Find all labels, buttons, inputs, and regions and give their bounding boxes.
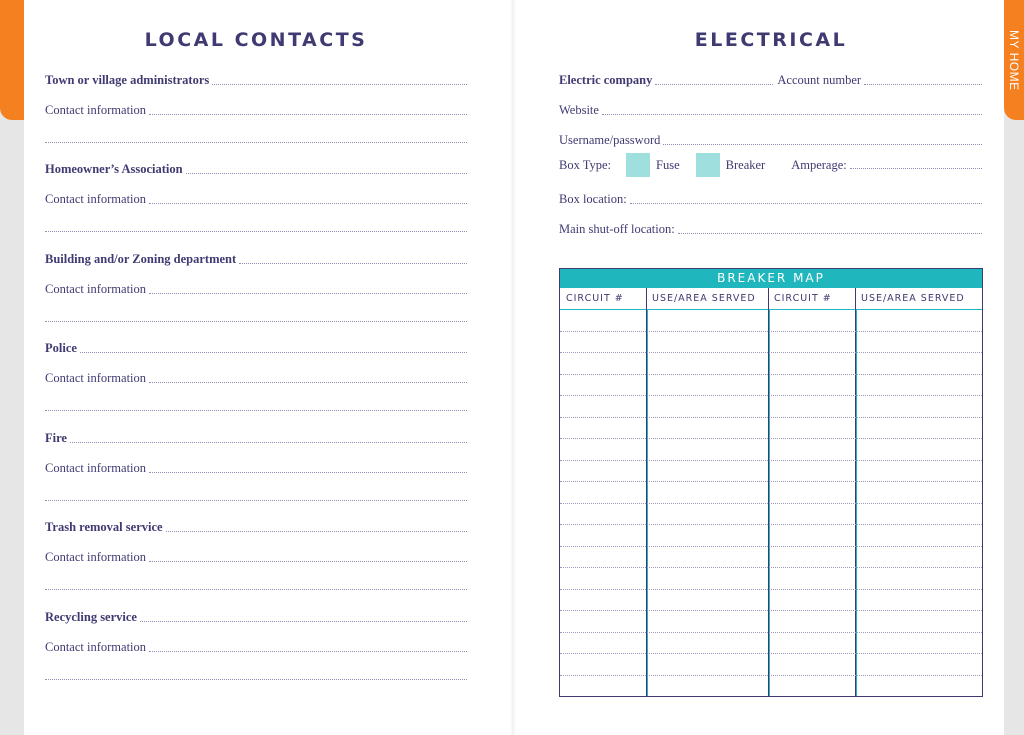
contact-name-field[interactable] [45,518,467,534]
contact-info-extra-line[interactable] [45,142,467,143]
contact-name-label: Trash removal service [45,520,163,534]
box-type-label: Box Type: [559,157,612,172]
breaker-map-header-row [560,288,982,310]
contact-info-field[interactable] [45,101,467,117]
contact-info-extra-line[interactable] [45,410,467,411]
breaker-map-row-line [560,632,982,633]
contact-info-extra-line[interactable] [45,321,467,322]
contact-name-field[interactable] [45,339,467,355]
contact-info-extra-line[interactable] [45,231,467,232]
box-location-field[interactable] [559,190,982,206]
contact-info-label: Contact information [45,282,147,296]
contact-name-label: Homeowner’s Association [45,162,183,176]
fill-line [149,382,467,383]
website-field[interactable] [559,101,982,117]
local-contacts-heading: LOCAL CONTACTS [144,29,368,51]
contact-name-field[interactable] [45,160,467,176]
breaker-map-row-line [560,610,982,611]
breaker-map-row-line [560,460,982,461]
column-header-use-area: USE/AREA SERVED [861,293,965,304]
breaker-map-row-line [560,546,982,547]
contact-info-label: Contact information [45,550,147,564]
breaker-map-title: BREAKER MAP [560,269,982,288]
fill-line [149,472,467,473]
fill-line [602,114,982,115]
fill-line [149,203,467,204]
fill-line [149,293,467,294]
contact-name-field[interactable] [45,71,467,87]
breaker-label: Breaker [725,157,766,172]
section-tab-my-home[interactable] [1004,0,1024,120]
orange-tab-left [0,0,24,120]
fill-line [80,352,467,353]
fill-line [239,263,467,264]
fill-line [70,442,467,443]
username-password-field[interactable] [559,131,982,147]
breaker-map-row-line [560,395,982,396]
contact-info-extra-line[interactable] [45,500,467,501]
amperage-field[interactable] [850,168,982,169]
fill-line [663,144,982,145]
contact-name-label: Recycling service [45,610,137,624]
fill-line [678,233,982,234]
contact-name-field[interactable] [45,250,467,266]
main-shutoff-label: Main shut-off location: [559,222,675,236]
fill-line [149,651,467,652]
account-number-label: Account number [777,73,862,87]
column-header-circuit: CIRCUIT # [566,293,624,304]
fuse-checkbox[interactable] [626,153,650,177]
username-password-label: Username/password [559,133,661,147]
breaker-map-row-line [560,438,982,439]
electric-company-row [559,71,982,87]
contact-name-field[interactable] [45,608,467,624]
breaker-map-row-line [560,331,982,332]
column-header-circuit: CIRCUIT # [774,293,832,304]
breaker-map-row-line [560,567,982,568]
contact-info-field[interactable] [45,548,467,564]
contact-info-field[interactable] [45,459,467,475]
contact-name-field[interactable] [45,429,467,445]
contact-info-label: Contact information [45,461,147,475]
breaker-map-row-line [560,524,982,525]
website-label: Website [559,103,599,117]
contact-info-field[interactable] [45,369,467,385]
fill-line [140,621,467,622]
contact-info-extra-line[interactable] [45,589,467,590]
contact-name-label: Town or village administrators [45,73,210,87]
main-shutoff-field[interactable] [559,220,982,236]
contact-info-label: Contact information [45,192,147,206]
contact-info-label: Contact information [45,371,147,385]
electric-company-field[interactable] [655,84,773,85]
column-header-use-area: USE/AREA SERVED [652,293,756,304]
breaker-map-row-line [560,675,982,676]
account-number-field[interactable] [864,84,982,85]
breaker-map-row-line [560,352,982,353]
contact-name-label: Police [45,341,77,355]
breaker-map-row-line [560,653,982,654]
breaker-checkbox[interactable] [696,153,720,177]
fill-line [186,173,467,174]
section-tab-label: MY HOME [1007,29,1021,91]
breaker-map-row-line [560,374,982,375]
contact-info-field[interactable] [45,190,467,206]
breaker-map-row-line [560,589,982,590]
breaker-map-row-line [560,503,982,504]
breaker-map-row-line [560,417,982,418]
box-type-row [559,151,982,178]
fill-line [149,561,467,562]
contact-name-label: Fire [45,431,67,445]
contact-info-field[interactable] [45,638,467,654]
contact-info-label: Contact information [45,103,147,117]
amperage-label: Amperage: [791,157,847,172]
electric-company-label: Electric company [559,73,653,87]
breaker-map-row-line [560,481,982,482]
book-gutter [510,0,516,735]
fill-line [212,84,467,85]
contact-info-label: Contact information [45,640,147,654]
electrical-heading: ELECTRICAL [694,29,848,51]
fill-line [166,531,467,532]
fill-line [149,114,467,115]
box-location-label: Box location: [559,192,627,206]
contact-info-field[interactable] [45,280,467,296]
breaker-map-table [559,268,983,697]
contact-info-extra-line[interactable] [45,679,467,680]
fuse-label: Fuse [656,157,680,172]
fill-line [630,203,982,204]
contact-name-label: Building and/or Zoning department [45,252,237,266]
